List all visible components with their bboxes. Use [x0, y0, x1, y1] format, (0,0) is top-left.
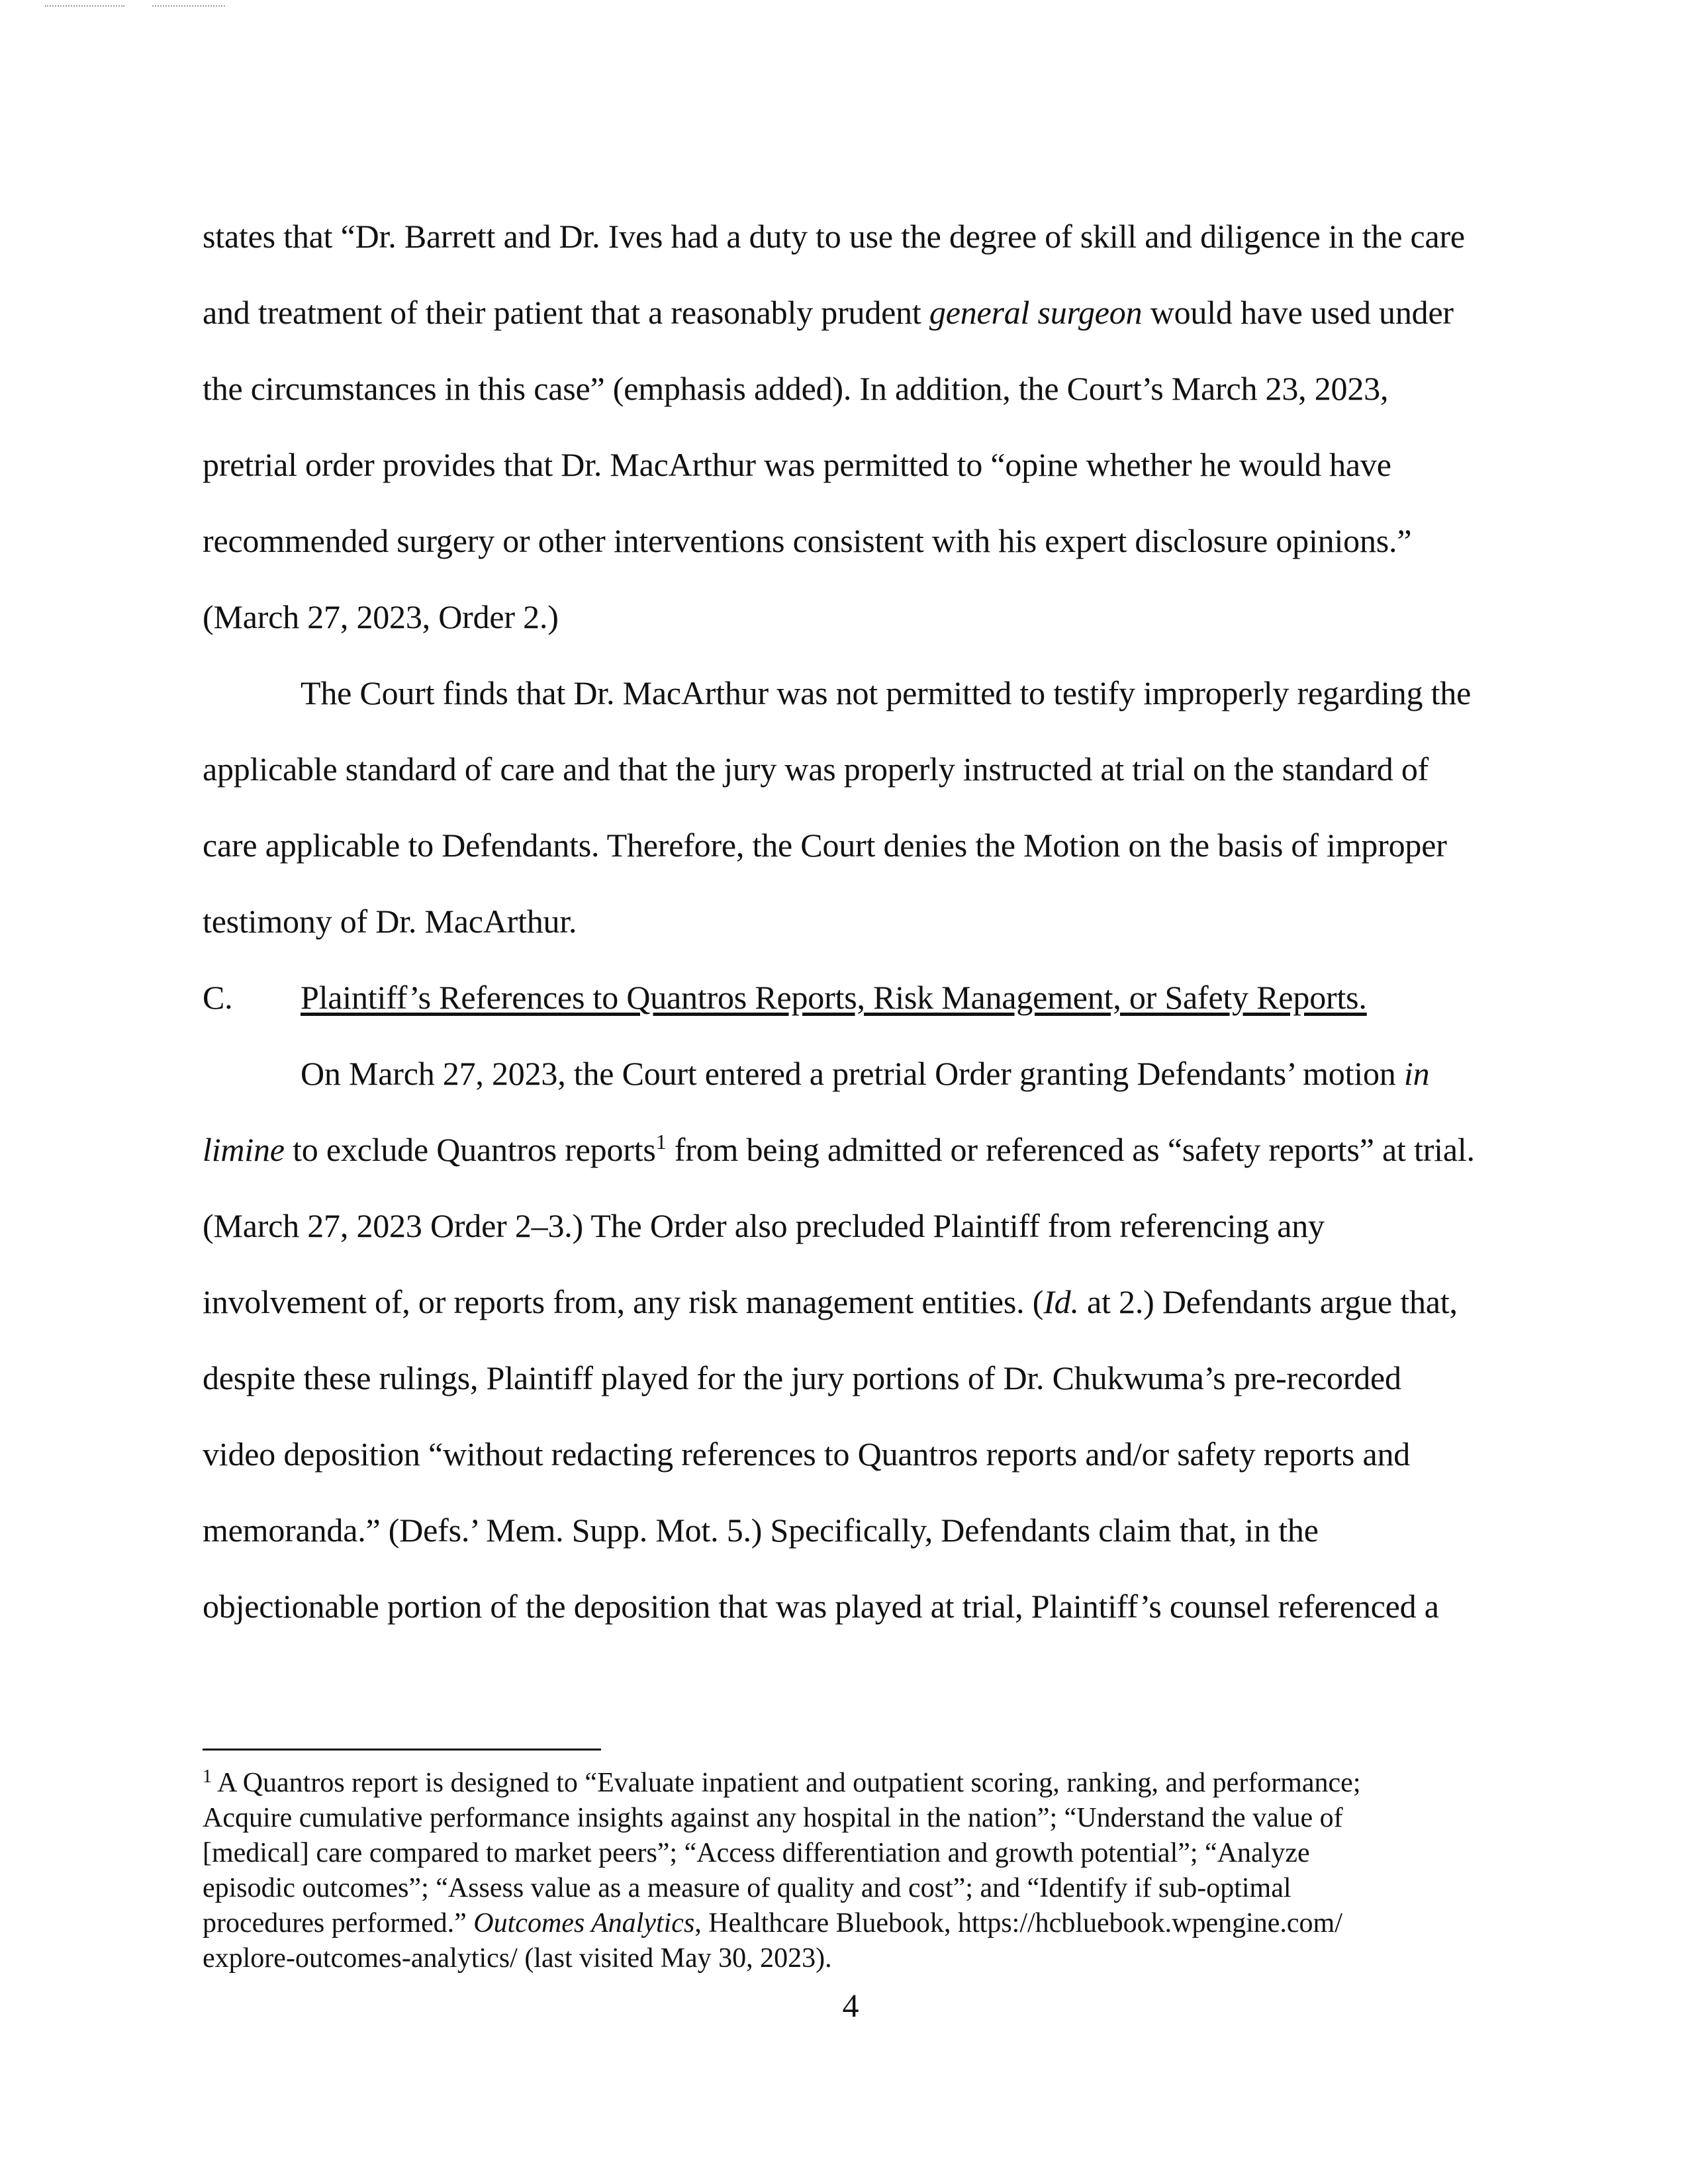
text-line: video deposition “without redacting references to Quantros reports and/or safety reports and — [203, 1435, 1411, 1473]
footnote-line: procedures performed.” Outcomes Analytics, Healthcare Bluebook, https://hcbluebook.wpengine.com/ — [203, 1908, 1342, 1938]
text-line: and treatment of their patient that a reasonably prudent general surgeon would have used under — [203, 294, 1454, 331]
page-number: 4 — [842, 1987, 859, 2024]
scan-artifact-mark — [152, 5, 225, 7]
text-line: despite these rulings, Plaintiff played for the jury portions of Dr. Chukwuma’s pre-recorded — [203, 1359, 1401, 1396]
text-line: care applicable to Defendants. Therefore, the Court denies the Motion on the basis of improper — [203, 827, 1447, 864]
footnote-line: episodic outcomes”; “Assess value as a measure of quality and cost”; and “Identify if sub-optimal — [203, 1873, 1291, 1903]
footnote-marker: 1 — [203, 1766, 212, 1787]
text-line: limine to exclude Quantros reports$^1$ from being admitted or referenced as “safety reports” at trial. — [203, 1130, 1475, 1168]
footnote — [203, 1766, 1500, 1976]
text-line: states that “Dr. Barrett and Dr. Ives had a duty to use the degree of skill and diligence in the care — [203, 218, 1465, 255]
text-line: The Court finds that Dr. MacArthur was not permitted to testify improperly regarding the — [301, 674, 1472, 711]
footnote-separator — [203, 1749, 601, 1751]
section-label: C. — [203, 979, 233, 1016]
text-line: testimony of Dr. MacArthur. — [203, 903, 577, 940]
text-line: objectionable portion of the deposition that was played at trial, Plaintiff’s counsel referenced a — [203, 1588, 1439, 1625]
text-line: involvement of, or reports from, any risk management entities. (Id. at 2.) Defendants argue that, — [203, 1283, 1458, 1320]
text-line: recommended surgery or other interventions consistent with his expert disclosure opinions.” — [203, 522, 1412, 559]
footnote-line: [medical] care compared to market peers”; “Access differentiation and growth potential”; “Analyze — [203, 1838, 1310, 1868]
emphasis-text: limine — [203, 1131, 285, 1168]
text-line: the circumstances in this case” (emphasis added). In addition, the Court’s March 23, 2023, — [203, 370, 1389, 407]
citation-title: Outcomes Analytics — [473, 1908, 695, 1938]
section-title: Plaintiff’s References to Quantros Reports, Risk Management, or Safety Reports. — [301, 979, 1367, 1016]
emphasis-text: general surgeon — [929, 294, 1143, 331]
text-line: (March 27, 2023, Order 2.) — [203, 598, 559, 635]
footnote-reference[interactable]: 1 — [655, 1130, 667, 1154]
text-line: pretrial order provides that Dr. MacArthur was permitted to “opine whether he would have — [203, 446, 1391, 483]
text-line: memoranda.” (Defs.’ Mem. Supp. Mot. 5.) Specifically, Defendants claim that, in the — [203, 1512, 1319, 1549]
text-line: On March 27, 2023, the Court entered a pretrial Order granting Defendants’ motion in — [301, 1055, 1430, 1092]
section-heading — [203, 960, 1500, 1036]
footnote-line: $^1$ A Quantros report is designed to “Evaluate inpatient and outpatient scoring, ranking, and performance; — [203, 1766, 1361, 1798]
footnote-line: explore-outcomes-analytics/ (last visited May 30, 2023). — [203, 1943, 832, 1974]
emphasis-text: Id. — [1043, 1283, 1079, 1320]
body-text — [203, 199, 1500, 1645]
emphasis-text: in — [1403, 1055, 1430, 1092]
scan-artifact-mark — [45, 5, 124, 7]
footnote-line: Acquire cumulative performance insights against any hospital in the nation”; “Understand the value of — [203, 1803, 1343, 1833]
text-line: (March 27, 2023 Order 2–3.) The Order also precluded Plaintiff from referencing any — [203, 1207, 1325, 1244]
text-line: applicable standard of care and that the jury was properly instructed at trial on the standard of — [203, 751, 1429, 788]
